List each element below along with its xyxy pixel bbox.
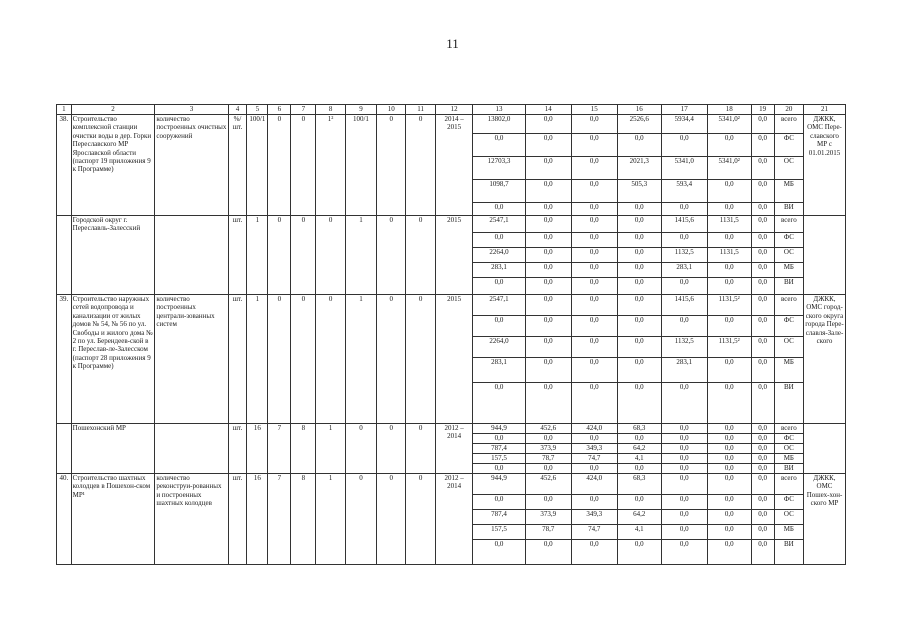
value-cell: 0 <box>268 115 291 216</box>
finance-cell: 0,0 <box>525 434 571 444</box>
finance-cell: 0,0 <box>751 540 774 565</box>
source-cell: всего <box>774 474 803 495</box>
finance-cell: 13802,0 <box>473 115 525 134</box>
finance-cell: 0,0 <box>473 495 525 510</box>
unit-cell: шт. <box>228 424 247 474</box>
finance-cell: 0,0 <box>661 495 707 510</box>
header-cell: 19 <box>751 105 774 115</box>
finance-cell: 5934,4 <box>661 115 707 134</box>
value-cell: 0 <box>291 295 316 424</box>
header-cell: 2 <box>71 105 155 115</box>
value-cell: 0 <box>268 216 291 295</box>
finance-cell: 0,0 <box>661 525 707 540</box>
source-cell: ВИ <box>774 278 803 295</box>
finance-cell: 0,0 <box>473 464 525 474</box>
value-cell: 1 <box>316 424 345 474</box>
value-cell: 0 <box>291 216 316 295</box>
finance-cell: 0,0 <box>751 424 774 434</box>
finance-cell: 1415,6 <box>661 295 707 316</box>
finance-cell: 283,1 <box>661 263 707 278</box>
source-cell: всего <box>774 216 803 233</box>
finance-cell: 0,0 <box>661 464 707 474</box>
finance-cell: 349,3 <box>571 510 617 525</box>
value-cell: 0 <box>291 115 316 216</box>
finance-cell: 944,9 <box>473 424 525 434</box>
finance-cell: 78,7 <box>525 525 571 540</box>
value-cell: 1 <box>247 216 268 295</box>
source-cell: ФС <box>774 495 803 510</box>
header-cell: 12 <box>435 105 473 115</box>
finance-cell: 0,0 <box>707 434 751 444</box>
finance-cell: 0,0 <box>617 216 661 233</box>
value-cell: 2012 – 2014 <box>435 424 473 474</box>
finance-cell: 0,0 <box>571 180 617 203</box>
header-cell: 5 <box>247 105 268 115</box>
finance-cell: 0,0 <box>707 383 751 424</box>
finance-cell: 0,0 <box>525 358 571 383</box>
finance-cell: 787,4 <box>473 510 525 525</box>
finance-cell: 0,0 <box>661 444 707 454</box>
source-cell: МБ <box>774 263 803 278</box>
finance-cell: 0,0 <box>571 337 617 358</box>
unit-cell: шт. <box>228 295 247 424</box>
finance-cell: 0,0 <box>707 454 751 464</box>
finance-cell: 349,3 <box>571 444 617 454</box>
header-cell: 4 <box>228 105 247 115</box>
finance-cell: 0,0 <box>751 525 774 540</box>
finance-cell: 2547,1 <box>473 216 525 233</box>
finance-cell: 0,0 <box>525 383 571 424</box>
value-cell: 2012 – 2014 <box>435 474 473 565</box>
finance-cell: 2526,6 <box>617 115 661 134</box>
header-cell: 15 <box>571 105 617 115</box>
table-row <box>57 216 846 233</box>
finance-cell: 0,0 <box>707 233 751 248</box>
row-number: 38. <box>57 115 72 216</box>
header-cell: 11 <box>406 105 435 115</box>
value-cell: 0 <box>406 295 435 424</box>
finance-cell: 74,7 <box>571 525 617 540</box>
indicator-name: количество построенных очистных сооружений <box>155 115 228 216</box>
finance-cell: 1132,5 <box>661 248 707 263</box>
source-cell: МБ <box>774 525 803 540</box>
finance-cell: 0,0 <box>525 216 571 233</box>
value-cell: 0 <box>406 216 435 295</box>
finance-cell: 0,0 <box>571 134 617 157</box>
source-cell: ВИ <box>774 464 803 474</box>
finance-cell: 505,3 <box>617 180 661 203</box>
finance-cell: 0,0 <box>751 263 774 278</box>
finance-cell: 1131,5² <box>707 337 751 358</box>
row-number <box>57 424 72 474</box>
finance-cell: 0,0 <box>707 464 751 474</box>
finance-cell: 68,3 <box>617 474 661 495</box>
finance-cell: 0,0 <box>525 248 571 263</box>
finance-cell: 0,0 <box>571 316 617 337</box>
finance-cell: 0,0 <box>571 248 617 263</box>
finance-cell: 0,0 <box>525 203 571 216</box>
finance-cell: 0,0 <box>473 278 525 295</box>
value-cell: 0 <box>345 424 376 474</box>
row-number: 39. <box>57 295 72 424</box>
finance-cell: 1098,7 <box>473 180 525 203</box>
finance-cell: 0,0 <box>661 233 707 248</box>
finance-cell: 0,0 <box>707 278 751 295</box>
value-cell: 0 <box>406 424 435 474</box>
finance-cell: 0,0 <box>571 295 617 316</box>
measure-name: Городской округ г. Переславль-Залесский <box>71 216 155 295</box>
executor-cell: ДЖКК, ОМС Пере-славского МР с 01.01.2015 <box>803 115 845 216</box>
finance-cell: 0,0 <box>751 180 774 203</box>
finance-cell: 0,0 <box>661 134 707 157</box>
finance-cell: 0,0 <box>707 474 751 495</box>
finance-cell: 0,0 <box>525 134 571 157</box>
finance-cell: 0,0 <box>751 358 774 383</box>
finance-cell: 0,0 <box>751 383 774 424</box>
finance-cell: 1131,5 <box>707 216 751 233</box>
source-cell: ФС <box>774 134 803 157</box>
finance-cell: 283,1 <box>661 358 707 383</box>
finance-cell: 0,0 <box>571 383 617 424</box>
finance-cell: 0,0 <box>707 180 751 203</box>
source-cell: всего <box>774 295 803 316</box>
finance-cell: 0,0 <box>707 263 751 278</box>
source-cell: ВИ <box>774 203 803 216</box>
source-cell: ОС <box>774 337 803 358</box>
finance-cell: 0,0 <box>617 278 661 295</box>
finance-cell: 0,0 <box>707 540 751 565</box>
indicator-name <box>155 216 228 295</box>
value-cell: 1 <box>345 216 376 295</box>
finance-cell: 0,0 <box>751 316 774 337</box>
header-cell: 18 <box>707 105 751 115</box>
finance-cell: 0,0 <box>751 295 774 316</box>
finance-cell: 2021,3 <box>617 157 661 180</box>
header-cell: 16 <box>617 105 661 115</box>
finance-cell: 0,0 <box>571 540 617 565</box>
finance-cell: 0,0 <box>525 180 571 203</box>
value-cell: 0 <box>316 216 345 295</box>
finance-cell: 5341,0² <box>707 157 751 180</box>
finance-cell: 0,0 <box>473 203 525 216</box>
finance-cell: 0,0 <box>751 157 774 180</box>
finance-cell: 0,0 <box>707 316 751 337</box>
header-cell: 8 <box>316 105 345 115</box>
finance-cell: 0,0 <box>571 115 617 134</box>
unit-cell: шт. <box>228 216 247 295</box>
finance-cell: 0,0 <box>751 510 774 525</box>
header-cell: 13 <box>473 105 525 115</box>
finance-cell: 0,0 <box>617 248 661 263</box>
finance-cell: 0,0 <box>525 337 571 358</box>
executor-cell <box>803 216 845 295</box>
table-row <box>57 424 846 434</box>
source-cell: ОС <box>774 157 803 180</box>
value-cell: 2015 <box>435 295 473 424</box>
finance-cell: 0,0 <box>571 434 617 444</box>
executor-cell: ДЖКК, ОМС Пошех-хон-ского МР <box>803 474 845 565</box>
source-cell: ОС <box>774 444 803 454</box>
finance-cell: 0,0 <box>707 444 751 454</box>
value-cell: 0 <box>377 295 406 424</box>
source-cell: ВИ <box>774 383 803 424</box>
source-cell: всего <box>774 424 803 434</box>
finance-cell: 12703,3 <box>473 157 525 180</box>
finance-cell: 0,0 <box>571 157 617 180</box>
finance-cell: 0,0 <box>661 474 707 495</box>
unit-cell: %/ шт. <box>228 115 247 216</box>
finance-cell: 0,0 <box>751 216 774 233</box>
finance-cell: 0,0 <box>473 383 525 424</box>
header-cell: 7 <box>291 105 316 115</box>
finance-cell: 0,0 <box>661 383 707 424</box>
value-cell: 7 <box>268 424 291 474</box>
source-cell: ФС <box>774 233 803 248</box>
finance-cell: 0,0 <box>751 337 774 358</box>
finance-cell: 0,0 <box>473 134 525 157</box>
finance-cell: 0,0 <box>751 444 774 454</box>
page-number: 11 <box>446 36 459 51</box>
finance-cell: 424,0 <box>571 474 617 495</box>
finance-cell: 0,0 <box>617 434 661 444</box>
finance-cell: 0,0 <box>617 495 661 510</box>
header-cell: 17 <box>661 105 707 115</box>
finance-cell: 0,0 <box>473 434 525 444</box>
finance-cell: 424,0 <box>571 424 617 434</box>
finance-cell: 0,0 <box>751 203 774 216</box>
finance-cell: 0,0 <box>617 337 661 358</box>
finance-cell: 0,0 <box>617 203 661 216</box>
table-row <box>57 115 846 134</box>
value-cell: 8 <box>291 474 316 565</box>
indicator-name <box>155 424 228 474</box>
finance-cell: 373,9 <box>525 444 571 454</box>
finance-cell: 0,0 <box>525 295 571 316</box>
executor-cell <box>803 424 845 474</box>
finance-cell: 0,0 <box>525 115 571 134</box>
indicator-name: количество реконструи-рованных и построенных шахтных колодцев <box>155 474 228 565</box>
finance-cell: 0,0 <box>661 316 707 337</box>
finance-cell: 0,0 <box>617 263 661 278</box>
finance-cell: 0,0 <box>571 278 617 295</box>
finance-cell: 0,0 <box>571 263 617 278</box>
source-cell: ВИ <box>774 540 803 565</box>
finance-cell: 0,0 <box>661 203 707 216</box>
value-cell: 1 <box>247 295 268 424</box>
finance-cell: 0,0 <box>707 525 751 540</box>
finance-cell: 0,0 <box>617 540 661 565</box>
finance-cell: 0,0 <box>617 295 661 316</box>
finance-cell: 0,0 <box>525 464 571 474</box>
finance-cell: 4,1 <box>617 525 661 540</box>
finance-cell: 0,0 <box>525 540 571 565</box>
finance-cell: 283,1 <box>473 358 525 383</box>
finance-cell: 0,0 <box>707 510 751 525</box>
header-cell: 21 <box>803 105 845 115</box>
finance-cell: 0,0 <box>525 233 571 248</box>
finance-cell: 0,0 <box>571 495 617 510</box>
unit-cell: шт. <box>228 474 247 565</box>
finance-cell: 0,0 <box>661 454 707 464</box>
finance-cell: 0,0 <box>751 134 774 157</box>
source-cell: ФС <box>774 316 803 337</box>
value-cell: 1² <box>316 115 345 216</box>
finance-cell: 0,0 <box>751 115 774 134</box>
value-cell: 16 <box>247 424 268 474</box>
finance-cell: 2547,1 <box>473 295 525 316</box>
finance-cell: 0,0 <box>661 434 707 444</box>
header-cell: 3 <box>155 105 228 115</box>
finance-cell: 78,7 <box>525 454 571 464</box>
finance-cell: 0,0 <box>751 233 774 248</box>
executor-cell: ДЖКК, ОМС город-ского округа города Пере-славля-Зале-ского <box>803 295 845 424</box>
source-cell: ОС <box>774 510 803 525</box>
finance-cell: 0,0 <box>525 495 571 510</box>
value-cell: 0 <box>377 115 406 216</box>
finance-cell: 0,0 <box>571 464 617 474</box>
finance-cell: 0,0 <box>525 157 571 180</box>
finance-cell: 0,0 <box>751 434 774 444</box>
finance-cell: 0,0 <box>661 278 707 295</box>
finance-cell: 0,0 <box>617 316 661 337</box>
header-cell: 6 <box>268 105 291 115</box>
finance-cell: 5341,0² <box>707 115 751 134</box>
finance-cell: 0,0 <box>707 203 751 216</box>
row-number: 40. <box>57 474 72 565</box>
source-cell: МБ <box>774 454 803 464</box>
finance-cell: 0,0 <box>707 134 751 157</box>
value-cell: 1 <box>345 295 376 424</box>
finance-cell: 4,1 <box>617 454 661 464</box>
indicator-name: количество построенных централи-зованных систем <box>155 295 228 424</box>
finance-cell: 0,0 <box>525 263 571 278</box>
finance-cell: 64,2 <box>617 444 661 454</box>
header-cell: 20 <box>774 105 803 115</box>
measure-name: Строительство комплексной станции очистки воды в дер. Горки Переславского МР Ярославской области (паспорт 19 приложения 9 к Программе) <box>71 115 155 216</box>
table-row <box>57 295 846 316</box>
header-cell: 1 <box>57 105 72 115</box>
finance-cell: 373,9 <box>525 510 571 525</box>
measure-name: Пошехонский МР <box>71 424 155 474</box>
value-cell: 2014 – 2015 <box>435 115 473 216</box>
source-cell: всего <box>774 115 803 134</box>
finance-cell: 1131,5 <box>707 248 751 263</box>
finance-cell: 1131,5² <box>707 295 751 316</box>
finance-cell: 593,4 <box>661 180 707 203</box>
finance-cell: 944,9 <box>473 474 525 495</box>
finance-cell: 0,0 <box>571 203 617 216</box>
value-cell: 0 <box>316 295 345 424</box>
header-cell: 9 <box>345 105 376 115</box>
finance-cell: 452,6 <box>525 424 571 434</box>
finance-cell: 0,0 <box>661 510 707 525</box>
value-cell: 100/1 <box>345 115 376 216</box>
table-row <box>57 474 846 495</box>
value-cell: 0 <box>345 474 376 565</box>
value-cell: 0 <box>268 295 291 424</box>
finance-cell: 64,2 <box>617 510 661 525</box>
finance-cell: 0,0 <box>617 358 661 383</box>
value-cell: 0 <box>377 474 406 565</box>
source-cell: ФС <box>774 434 803 444</box>
measure-name: Строительство наружных сетей водопровода и канализации от жилых домов № 54, № 56 по ул. Свободы и жилого дома № 2 по ул. Берендеев-ской в г. Переслав-ле-Залесском (паспорт 28 приложения 9 к Программе) <box>71 295 155 424</box>
finance-cell: 0,0 <box>525 316 571 337</box>
value-cell: 0 <box>377 424 406 474</box>
source-cell: МБ <box>774 180 803 203</box>
finance-cell: 68,3 <box>617 424 661 434</box>
finance-cell: 0,0 <box>707 424 751 434</box>
finance-cell: 0,0 <box>617 464 661 474</box>
finance-cell: 0,0 <box>751 278 774 295</box>
finance-cell: 0,0 <box>751 464 774 474</box>
finance-cell: 0,0 <box>473 540 525 565</box>
value-cell: 0 <box>377 216 406 295</box>
finance-cell: 0,0 <box>571 358 617 383</box>
finance-cell: 0,0 <box>525 278 571 295</box>
finance-cell: 0,0 <box>707 495 751 510</box>
finance-cell: 2264,0 <box>473 248 525 263</box>
finance-cell: 452,6 <box>525 474 571 495</box>
row-number <box>57 216 72 295</box>
finance-cell: 0,0 <box>473 316 525 337</box>
finance-cell: 5341,0 <box>661 157 707 180</box>
finance-cell: 0,0 <box>751 474 774 495</box>
value-cell: 0 <box>406 474 435 565</box>
finance-cell: 0,0 <box>617 134 661 157</box>
header-cell: 10 <box>377 105 406 115</box>
finance-cell: 0,0 <box>617 233 661 248</box>
header-row <box>57 105 846 115</box>
finance-cell: 0,0 <box>661 424 707 434</box>
finance-cell: 0,0 <box>751 454 774 464</box>
program-table <box>56 104 846 565</box>
finance-cell: 74,7 <box>571 454 617 464</box>
value-cell: 8 <box>291 424 316 474</box>
value-cell: 2015 <box>435 216 473 295</box>
value-cell: 1 <box>316 474 345 565</box>
value-cell: 16 <box>247 474 268 565</box>
finance-cell: 0,0 <box>571 216 617 233</box>
source-cell: ОС <box>774 248 803 263</box>
finance-cell: 0,0 <box>661 540 707 565</box>
finance-cell: 0,0 <box>473 233 525 248</box>
source-cell: МБ <box>774 358 803 383</box>
header-cell: 14 <box>525 105 571 115</box>
value-cell: 0 <box>406 115 435 216</box>
finance-cell: 1415,6 <box>661 216 707 233</box>
value-cell: 7 <box>268 474 291 565</box>
value-cell: 100/1 <box>247 115 268 216</box>
finance-cell: 0,0 <box>707 358 751 383</box>
finance-cell: 0,0 <box>751 495 774 510</box>
finance-cell: 0,0 <box>751 248 774 263</box>
finance-cell: 2264,0 <box>473 337 525 358</box>
finance-cell: 283,1 <box>473 263 525 278</box>
finance-cell: 0,0 <box>571 233 617 248</box>
finance-cell: 1132,5 <box>661 337 707 358</box>
finance-cell: 157,5 <box>473 525 525 540</box>
finance-cell: 157,5 <box>473 454 525 464</box>
finance-cell: 787,4 <box>473 444 525 454</box>
measure-name: Строительство шахтных колодцев в Пошехон-ском МР¹ <box>71 474 155 565</box>
finance-cell: 0,0 <box>617 383 661 424</box>
